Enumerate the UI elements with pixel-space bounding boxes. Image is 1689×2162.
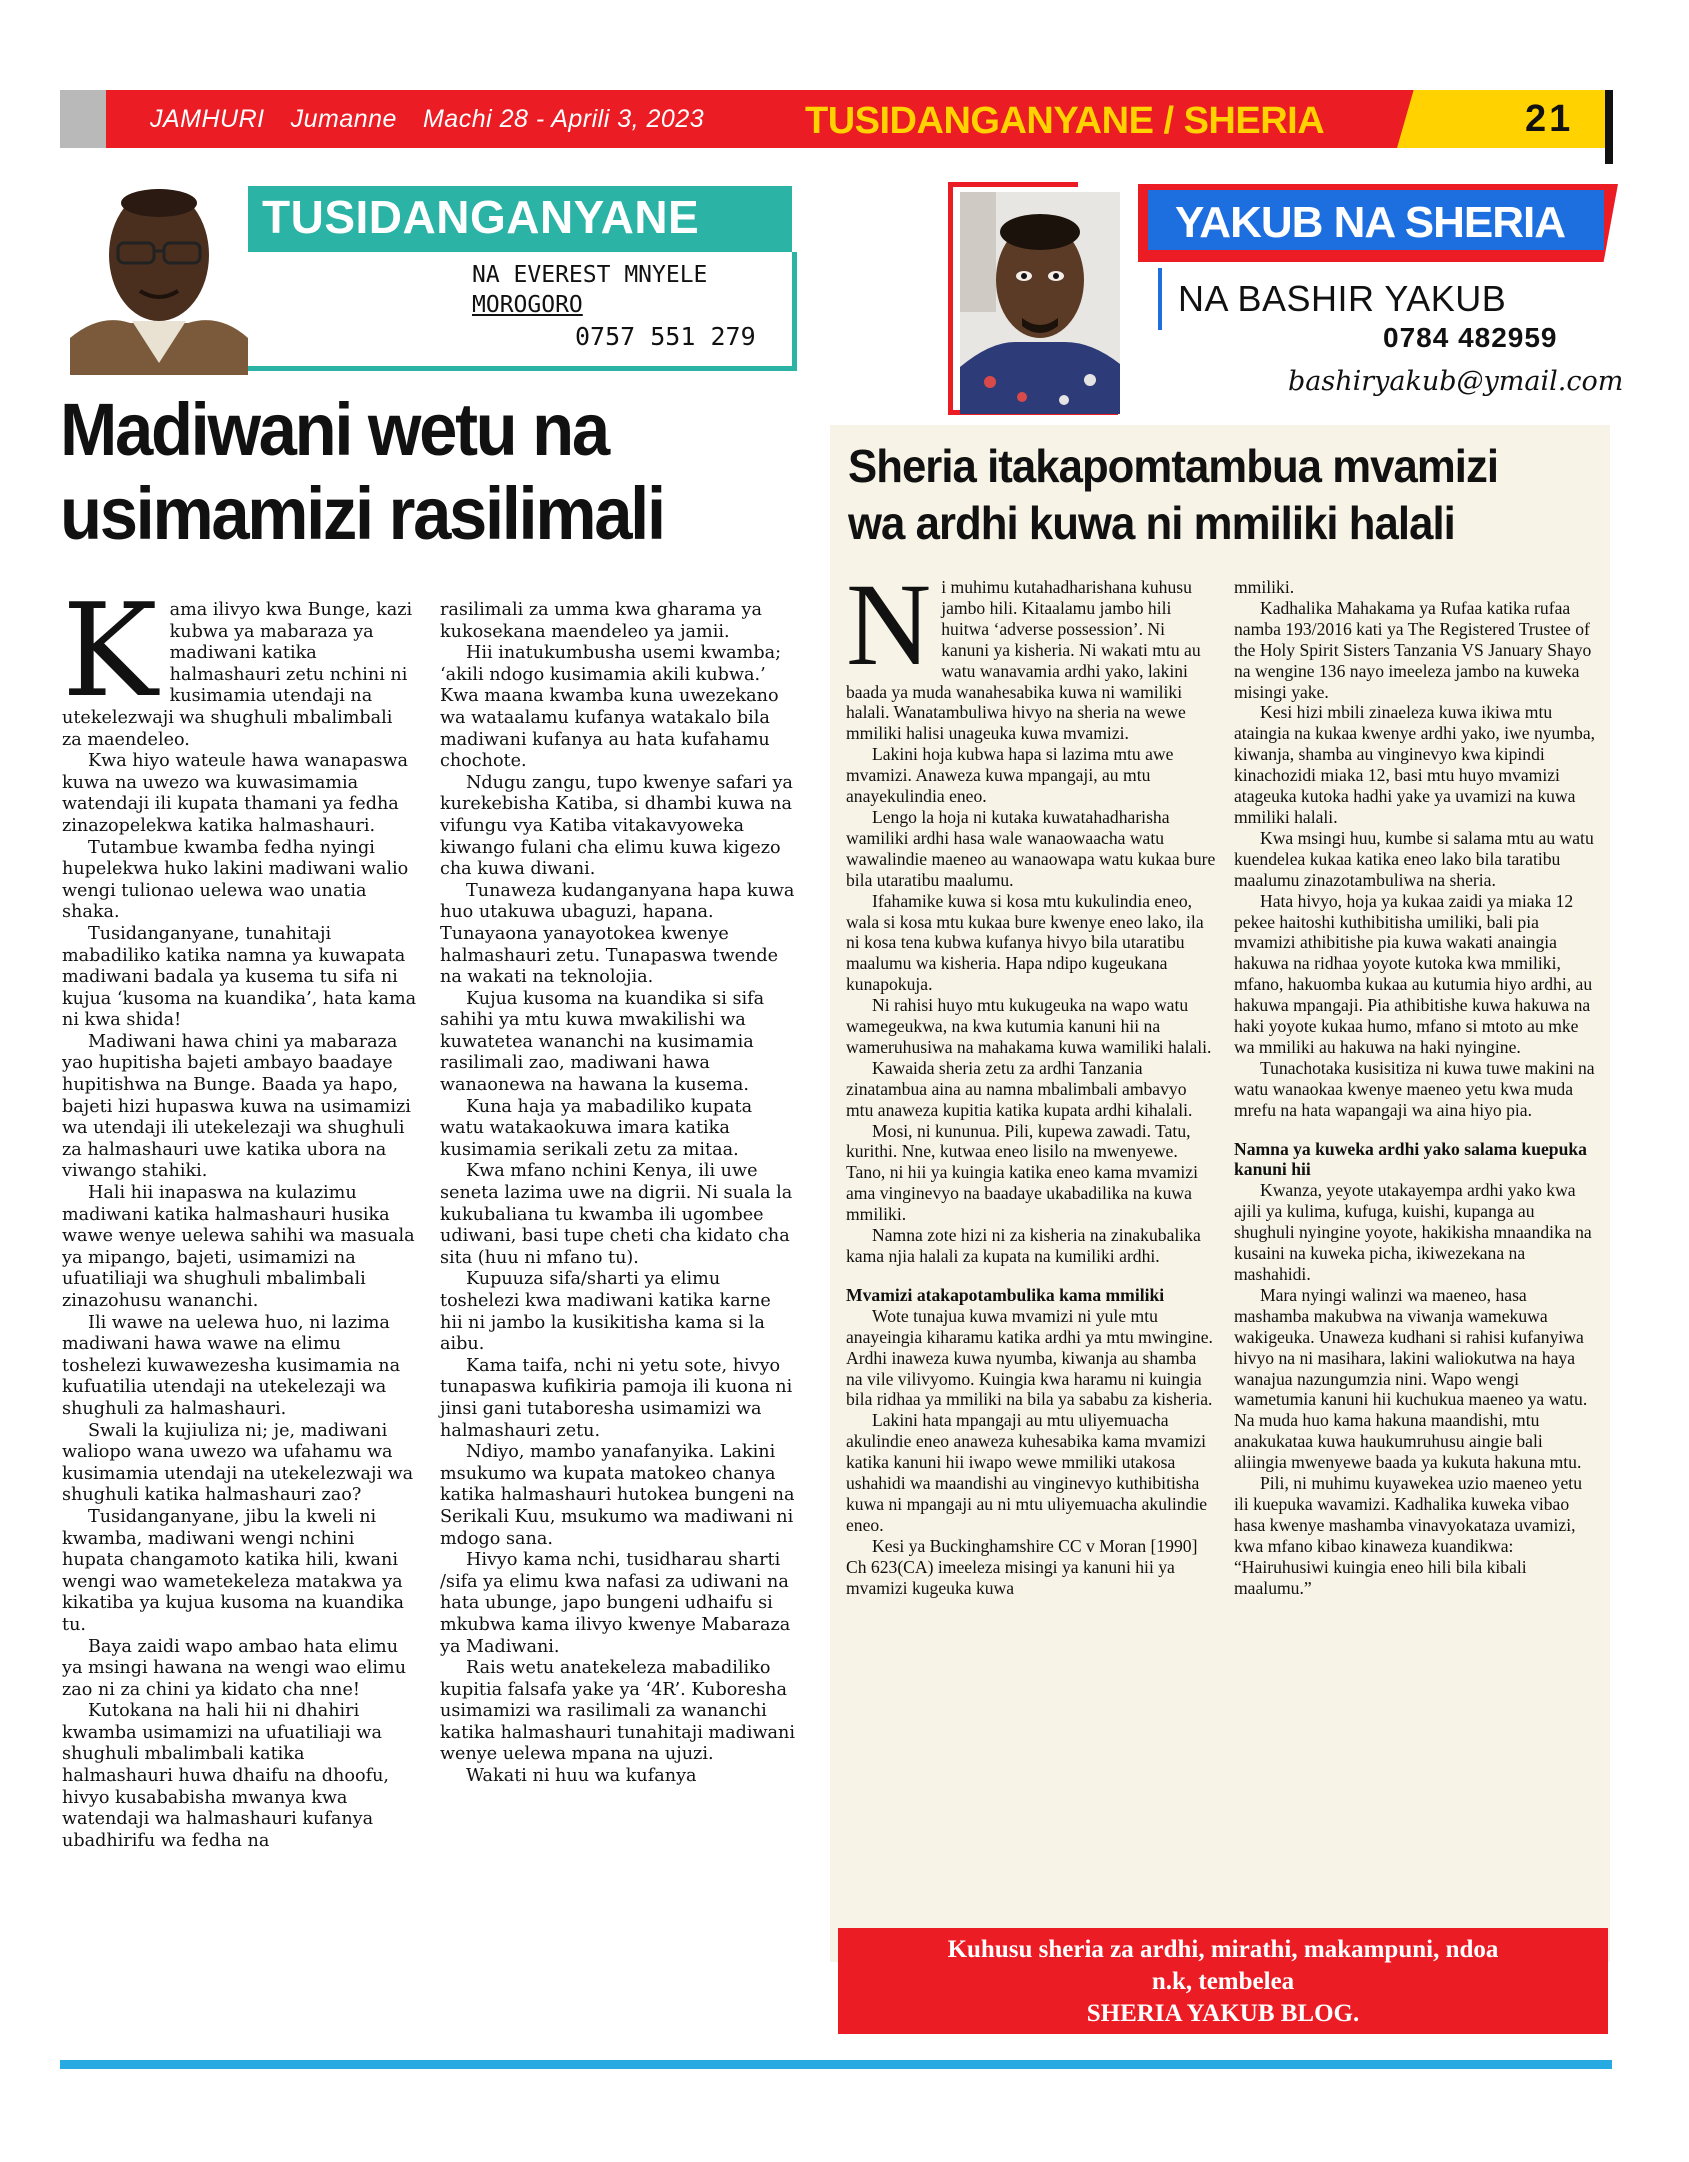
masthead bbox=[150, 105, 730, 134]
paragraph: Tunaweza kudanganyana hapa kuwa huo utakuwa ubaguzi, hapana. Tunayaona yanayotokea kwenye halmashauri zetu. Tunapaswa twende na wakati na teknolojia. bbox=[440, 880, 795, 988]
issue-dates: Machi 28 - Aprili 3, 2023 bbox=[422, 105, 705, 133]
paragraph: Kwa msingi huu, kumbe si salama mtu au watu kuendelea kukaa katika eneo lako bila taratibu maalumu zinazotambuliwa na sheria. bbox=[1234, 827, 1594, 890]
paragraph: Ifahamike kuwa si kosa mtu kukulindia eneo, wala si kosa mtu kukaa bure kwenye eneo lako, ila ni kosa tena kubwa kufanya hivyo bila utaratibu maalumu wa kisheria. Hapa ndipo kugeukana kunapokuja. bbox=[846, 890, 1204, 995]
bottom-rule bbox=[60, 2060, 1612, 2069]
frame-line bbox=[248, 366, 797, 371]
frame-line bbox=[1158, 268, 1162, 330]
paragraph: Wakati ni huu wa kufanya bbox=[466, 1766, 697, 1787]
paragraph: Pili, ni muhimu kuyawekea uzio maeneo yetu ili kuepuka wavamizi. Kadhalika kuweka vibao hasa kwenye mashamba vinavyokataza uvamizi, kwa mfano kibao kinaweza kuandikwa: “Hairuhusiwi kuingia eneo hili bila kibali maalumu.” bbox=[1234, 1473, 1582, 1598]
paragraph: Hata hivyo, hoja ya kukaa zaidi ya miaka 12 pekee haitoshi kuthibitisha umiliki, bali pia mvamizi athibitishe pia kuwa wakati anaingia hakuwa na ridhaa yoyote kutoka kwa mmiliki, mfano, hakuomba kukaa au kutumia hiyo ardhi, au hakuwa mpangaji. Pia athibitishe kuwa hakuwa na haki yoyote kukaa humo, mfano si mtoto au mke wa mmiliki au hakuwa na haki nyingine. bbox=[1234, 890, 1593, 1057]
blog-promo-box bbox=[838, 1928, 1608, 2034]
paragraph: Lakini hata mpangaji au mtu uliyemuacha akulindie eneo anaweza kuhesabika kama mvamizi katika kanuni hii iwapo wewe mmiliki utakosa ushahidi wa maandishi au vinginevyo kuthibitisha kuwa ni mpangaji au ni mtu uliyemuacha akulindie eneo. bbox=[846, 1410, 1208, 1535]
article-right-col2 bbox=[1234, 577, 1596, 1599]
paragraph: Tusidanganyane, jibu la kweli ni kwamba, madiwani wengi nchini hupata changamoto katika hili, kwani wengi wao wametekeleza matakwa ya kikatiba ya kujua kusoma na kuandika tu. bbox=[62, 1506, 405, 1635]
paragraph: Kwa mfano nchini Kenya, ili uwe seneta lazima uwe na digrii. Ni suala la kukubaliana tu kwamba ili ugombee udiwani, basi tupe cheti cha kidato cha sita (huu ni mfano tu). bbox=[440, 1161, 793, 1268]
paragraph: Kawaida sheria zetu za ardhi Tanzania zinatambua aina au namna mbalimbali ambavyo mtu anaweza kupitia katika kupata ardhi kihalali. bbox=[846, 1057, 1193, 1120]
drop-cap: N bbox=[846, 559, 932, 690]
paragraph: Kuna haja ya mabadiliko kupata watu watakaokuwa imara katika kusimamia serikali zetu za mitaa. bbox=[440, 1096, 753, 1160]
paragraph: Kesi hizi mbili zinaeleza kuwa ikiwa mtu ataingia na kukaa kwenye ardhi yako, iwe nyumba, kiwanja, shamba au vinginevyo kwa kipindi kinachozidi miaka 12, basi mtu huyo mvamizi atageuka kutoka hadhi yake ya uvamizi na kuwa mmiliki halali. bbox=[1234, 702, 1596, 827]
paragraph: Kama taifa, nchi ni yetu sote, hivyo tunapaswa kufikiria pamoja ili kuona ni jinsi gani tutaboresha usimamizi wa halmashauri zetu. bbox=[440, 1355, 793, 1441]
subheading: Mvamizi atakapotambulika kama mmiliki bbox=[846, 1284, 1165, 1305]
frame-line bbox=[792, 252, 797, 370]
paragraph: Kadhalika Mahakama ya Rufaa katika rufaa namba 193/2016 kati ya The Registered Trustee of the Holy Spirit Sisters Tanzania VS January Shayo na wengine 136 nayo imeeleza jambo na kuweka misingi yake. bbox=[1234, 597, 1592, 702]
byline-left: NA EVEREST MNYELE bbox=[472, 262, 708, 288]
page-number: 21 bbox=[1525, 98, 1574, 140]
phone-right: 0784 482959 bbox=[1383, 322, 1558, 353]
publication-name: JAMHURI bbox=[150, 105, 265, 133]
paragraph: Lengo la hoja ni kutaka kuwatahadharisha wamiliki ardhi hasa wale wanaowaacha watu wawalindie maeneo au wanaowapa watu kukaa bure bila utaratibu maalumu. bbox=[846, 806, 1216, 890]
promo-line-1: Kuhusu sheria za ardhi, mirathi, makampuni, ndoa bbox=[947, 1936, 1499, 1963]
location-left: MOROGORO bbox=[472, 292, 583, 318]
paragraph: Kupuuza sifa/sharti ya elimu toshelezi kwa madiwani katika karne hii ni jambo la kusikitisha kama si la aibu. bbox=[440, 1269, 771, 1355]
paragraph: Mara nyingi walinzi wa maeneo, hasa mashamba makubwa na viwanja wamekuwa wakigeuka. Unaweza kudhani si rahisi kufanyiwa hivyo na ni masihara, lakini waliokutwa na haya wanajua nazungumzia nini. Wapo wengi wametumia kanuni hii kuchukua maeneo ya watu. Na muda huo kama hakuna maandishi, mtu anakukataa kuwa haukumruhusu aingie bali aliingia mwenyewe baada ya kukuta hakuna mtu. bbox=[1234, 1284, 1588, 1473]
paragraph: Kutokana na hali hii ni dhahiri kwamba usimamizi na ufuatiliaji wa shughuli mbalimbali katika halmashauri huwa dhaifu na dhoofu, hivyo kusababisha mwanya kwa watendaji wa halmashauri kufanya ubadhirifu wa fedha na bbox=[62, 1701, 390, 1851]
drop-cap: K bbox=[62, 577, 158, 726]
paragraph bbox=[62, 577, 417, 751]
columnist-photo-left bbox=[70, 163, 248, 375]
article-left-col1 bbox=[62, 577, 417, 1852]
promo-line-3: SHERIA YAKUB BLOG. bbox=[1086, 2000, 1360, 2027]
paragraph: Hii inatukumbusha usemi kwamba; ‘akili ndogo kusimamia akili kubwa.’ Kwa maana kwamba kuna uwezekano wa wataalamu kufanya watakalo bila madiwani kufanya au hata kufahamu chochote. bbox=[440, 643, 781, 772]
paragraph: Kwa hiyo wateule hawa wanapaswa kuwa na uwezo wa kuwasimamia watendaji ili kupata thamani ya fedha zinazopelekwa katika halmashauri. bbox=[62, 751, 409, 836]
frame-line bbox=[948, 182, 953, 412]
section-title: TUSIDANGANYANE / SHERIA bbox=[805, 100, 1325, 142]
headline-right: Sheria itakapomtambua mvamizi wa ardhi kuwa ni mmiliki halali bbox=[848, 440, 1499, 549]
header-band-gray bbox=[60, 90, 106, 148]
phone-left: 0757 551 279 bbox=[575, 322, 756, 351]
article-right-col1 bbox=[846, 559, 1216, 1599]
paragraph: Rais wetu anatekeleza mabadiliko kupitia falsafa yake ya ‘4R’. Kuboresha usimamizi wa rasilimali za wananchi katika halmashauri tunahitaji madiwani wenye uelewa mpana na ujuzi. bbox=[440, 1658, 796, 1765]
paragraph: Kujua kusoma na kuandika si sifa sahihi ya mtu kuwa mwakilishi wa kuwatetea wananchi na kusimamia rasilimali zao, madiwani hawa wanaonewa na hawana la kusema. bbox=[440, 988, 765, 1096]
paragraph: Ndugu zangu, tupo kwenye safari ya kurekebisha Katiba, si dhambi kuwa na vifungu vya Katiba vitakavyoweka kiwango fulani cha elimu kuwa kigezo cha kuwa diwani. bbox=[440, 772, 793, 880]
paragraph: Kesi ya Buckinghamshire CC v Moran [1990] Ch 623(CA) imeeleza misingi ya kanuni hii ya mvamizi kugeuka kuwa bbox=[846, 1535, 1198, 1598]
header-band-yellow bbox=[1397, 90, 1605, 148]
column-name-right: YAKUB NA SHERIA bbox=[1175, 198, 1566, 247]
column-name-left: TUSIDANGANYANE bbox=[262, 191, 700, 243]
paragraph bbox=[846, 559, 1216, 744]
paragraph: Namna zote hizi ni za kisheria na zinakubalika kama njia halali za kupata na kumiliki ardhi. bbox=[846, 1225, 1201, 1266]
frame-line bbox=[948, 182, 1078, 187]
paragraph-text: ama ilivyo kwa Bunge, kazi kubwa ya mabaraza ya madiwani katika halmashauri zetu nchini ni kusimamia utendaji na utekelezwaji wa shughuli mbalimbali za maendeleo. bbox=[62, 600, 413, 750]
paragraph: Tutambue kwamba fedha nyingi hupelekwa huko lakini madiwani walio wengi tulionao uelewa wao unatia shaka. bbox=[62, 837, 409, 923]
subheading: Namna ya kuweka ardhi yako salama kuepuka kanuni hii bbox=[1234, 1138, 1587, 1180]
paragraph: Tusidanganyane, tunahitaji mabadiliko katika namna ya kuwapata madiwani badala ya kusema tu sifa ni kujua ‘kusoma na kuandika’, hata kama ni kwa shida! bbox=[62, 923, 417, 1031]
byline-right: NA BASHIR YAKUB bbox=[1178, 278, 1507, 319]
paragraph: Lakini hoja kubwa hapa si lazima mtu awe mvamizi. Anaweza kuwa mpangaji, au mtu anayekulindia eneo. bbox=[846, 744, 1174, 807]
paragraph: Tunachotaka kusisitiza ni kuwa tuwe makini na watu wanaokaa kwenye maeneo yetu kwa muda mrefu na hata wapangaji wa aina hiyo pia. bbox=[1234, 1057, 1595, 1120]
article-left-col2 bbox=[440, 600, 795, 1788]
paragraph: Ni rahisi huyo mtu kukugeuka na wapo watu wamegeukwa, na kwa kutumia kanuni hii na wameruhusiwa na mahakama kuwa wamiliki halali. bbox=[846, 995, 1212, 1057]
paragraph: Wote tunajua kuwa mvamizi ni yule mtu anayeingia kiharamu katika ardhi ya mtu mwingine. Ardhi inaweza kuwa nyumba, kiwanja au shamba na vile vilivyomo. Kuingia kwa haramu ni kuingia bila ridhaa ya mmiliki na bila ya sababu za kisheria. bbox=[846, 1305, 1213, 1410]
paragraph: Madiwani hawa chini ya mabaraza yao hupitisha bajeti ambayo baadaye hupitishwa na Bunge. Baada ya hapo, bajeti hizi hupaswa kuwa na usimamizi wa utendaji ili utekelezaji wa shughuli za halmashauri uwe katika ubora na viwango stahiki. bbox=[62, 1031, 411, 1182]
paragraph: Ili wawe na uelewa huo, ni lazima madiwani hawa wawe na elimu toshelezi kuwawezesha kusimamia na kufuatilia utendaji na utekelezaji wa shughuli za halmashauri. bbox=[62, 1312, 401, 1419]
header-band-edge bbox=[1605, 90, 1613, 164]
paragraph: rasilimali za umma kwa gharama ya kukosekana maendeleo ya jamii. bbox=[440, 600, 762, 642]
paragraph: Ndiyo, mambo yanafanyika. Lakini msukumo wa kupata matokeo chanya katika halmashauri hutokea bungeni na Serikali Kuu, msukumo wa madiwani ni mdogo sana. bbox=[440, 1442, 795, 1549]
email-right: bashiryakub@ymail.com bbox=[1288, 366, 1624, 397]
headline-left: Madiwani wetu na usimamizi rasilimali bbox=[60, 388, 664, 555]
promo-line-2: n.k, tembelea bbox=[1151, 1968, 1295, 1995]
paragraph-text: i muhimu kutahadharishana kuhusu jambo hili. Kitaalamu jambo hili huitwa ‘adverse possession’. Ni kanuni ya kisheria. Ni wakati mtu au watu wanavamia ardhi yako, lakini baada ya muda wanahesabika kuwa ni wamiliki halali. Wanatambuliwa hivyo na sheria na wewe mmiliki halisi unageuka kuwa mvamizi. bbox=[846, 577, 1201, 744]
columnist-photo-right bbox=[960, 192, 1120, 414]
paragraph: Mosi, ni kununua. Pili, kupewa zawadi. Tatu, kurithi. Nne, kutwaa eneo lisilo na mwenyewe. Tano, ni hii ya kuingia katika eneo kama mvamizi ama vinginevyo na baadaye ukabadilika na kuwa mmiliki. bbox=[846, 1120, 1199, 1225]
paragraph: Swali la kujiuliza ni; je, madiwani waliopo wana uwezo wa ufahamu wa kusimamia utendaji na utekelezwaji wa shughuli katika halmashauri zao? bbox=[62, 1420, 414, 1506]
paragraph: mmiliki. bbox=[1234, 577, 1295, 597]
paragraph: Hali hii inapaswa na kulazimu madiwani katika halmashauri husika wawe wenye uelewa sahihi wa masuala ya mipango, bajeti, usimamizi na ufuatiliaji wa shughuli mbalimbali zinazohusu wananchi. bbox=[62, 1183, 415, 1311]
issue-day: Jumanne bbox=[290, 105, 397, 133]
paragraph: Hivyo kama nchi, tusidharau sharti /sifa ya elimu kwa nafasi za udiwani na hata ubunge, japo bungeni udhaifu si mkubwa kama ilivyo kwenye Mabaraza ya Madiwani. bbox=[440, 1550, 791, 1657]
paragraph: Baya zaidi wapo ambao hata elimu ya msingi hawana na wengi wao elimu zao ni za chini ya kidato cha nne! bbox=[62, 1636, 407, 1700]
paragraph: Kwanza, yeyote utakayempa ardhi yako kwa ajili ya kulima, kufuga, kuishi, kupanga au shughuli nyingine yoyote, hakikisha mnaandika na kusaini na kuweka picha, ikiwezekana na mashahidi. bbox=[1234, 1180, 1592, 1284]
